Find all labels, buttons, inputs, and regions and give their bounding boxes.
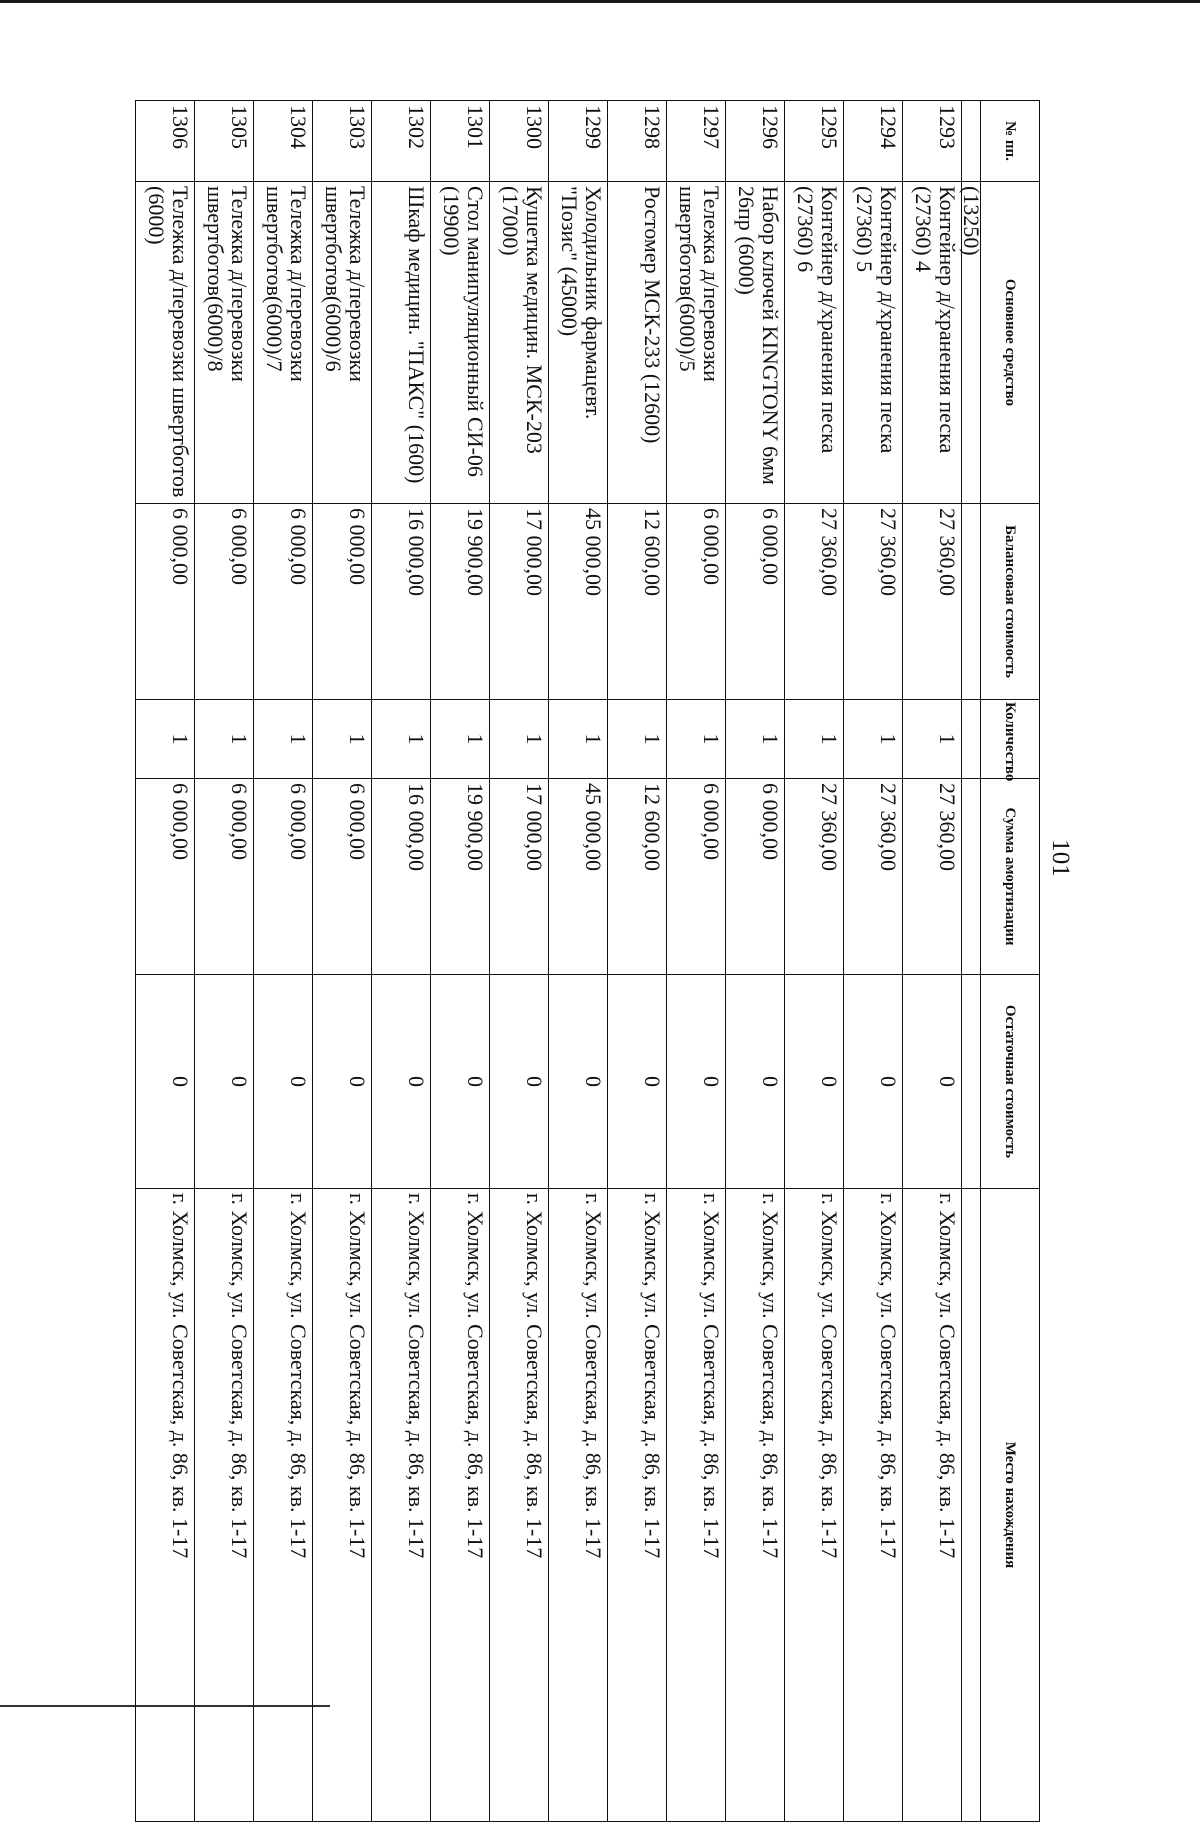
cell-qty: 1	[254, 700, 313, 779]
header-balance: Балансовая стоимость	[981, 504, 1040, 700]
cell-qty: 1	[431, 700, 490, 779]
cell-num: 1298	[608, 101, 667, 182]
cell-amortization: 6 000,00	[136, 779, 195, 975]
cell-location: г. Холмск, ул. Советская, д. 86, кв. 1-17	[549, 1189, 608, 1822]
cell-amortization: 45 000,00	[549, 779, 608, 975]
cell-amortization: 6 000,00	[313, 779, 372, 975]
header-amortization: Сумма амортизации	[981, 779, 1040, 975]
cell-location: г. Холмск, ул. Советская, д. 86, кв. 1-17	[313, 1189, 372, 1822]
table-row	[136, 101, 195, 1822]
cell-num: 1306	[136, 101, 195, 182]
cell-balance: 6 000,00	[254, 504, 313, 700]
cell-qty: 1	[372, 700, 431, 779]
cell-amortization: 27 360,00	[844, 779, 903, 975]
table-row	[549, 101, 608, 1822]
cell-qty: 1	[549, 700, 608, 779]
cell-qty: 1	[844, 700, 903, 779]
cell-amortization: 6 000,00	[195, 779, 254, 975]
header-qty: Количество	[981, 700, 1040, 779]
cell-location: г. Холмск, ул. Советская, д. 86, кв. 1-17	[726, 1189, 785, 1822]
cell-balance: 19 900,00	[431, 504, 490, 700]
cell-empty	[962, 504, 981, 700]
cell-amortization: 6 000,00	[254, 779, 313, 975]
table-row	[667, 101, 726, 1822]
cell-qty: 1	[903, 700, 962, 779]
table-row	[903, 101, 962, 1822]
assets-table	[135, 100, 1040, 1822]
cell-location: г. Холмск, ул. Советская, д. 86, кв. 1-17	[431, 1189, 490, 1822]
cell-location: г. Холмск, ул. Советская, д. 86, кв. 1-17	[667, 1189, 726, 1822]
page-number: 101	[1047, 839, 1074, 877]
cell-num: 1295	[785, 101, 844, 182]
cell-residual: 0	[785, 975, 844, 1189]
cell-balance: 17 000,00	[490, 504, 549, 700]
continuation-fragment: (13250)	[962, 182, 981, 504]
cell-qty: 1	[136, 700, 195, 779]
cell-residual: 0	[431, 975, 490, 1189]
cell-num: 1300	[490, 101, 549, 182]
cell-balance: 27 360,00	[785, 504, 844, 700]
table-row	[431, 101, 490, 1822]
cell-balance: 27 360,00	[844, 504, 903, 700]
cell-residual: 0	[844, 975, 903, 1189]
cell-balance: 45 000,00	[549, 504, 608, 700]
cell-amortization: 6 000,00	[726, 779, 785, 975]
cell-location: г. Холмск, ул. Советская, д. 86, кв. 1-17	[903, 1189, 962, 1822]
cell-residual: 0	[608, 975, 667, 1189]
table-row	[313, 101, 372, 1822]
cell-num: 1296	[726, 101, 785, 182]
cell-asset: Тележка д/перевозки швертботов(6000)/6	[313, 182, 372, 504]
cell-asset: Контейнер д/хранения песка (27360) 6	[785, 182, 844, 504]
cell-qty: 1	[490, 700, 549, 779]
cell-empty	[962, 1189, 981, 1822]
cell-residual: 0	[313, 975, 372, 1189]
cell-qty: 1	[608, 700, 667, 779]
cell-balance: 6 000,00	[667, 504, 726, 700]
cell-num: 1305	[195, 101, 254, 182]
cell-balance: 12 600,00	[608, 504, 667, 700]
cell-asset: Холодильник фармацевт. "Позис" (45000)	[549, 182, 608, 504]
cell-asset: Кушетка медицин. МСК-203 (17000)	[490, 182, 549, 504]
cell-amortization: 6 000,00	[667, 779, 726, 975]
scan-edge-top	[0, 0, 1200, 3]
cell-location: г. Холмск, ул. Советская, д. 86, кв. 1-17	[844, 1189, 903, 1822]
cell-location: г. Холмск, ул. Советская, д. 86, кв. 1-17	[195, 1189, 254, 1822]
cell-qty: 1	[313, 700, 372, 779]
cell-asset: Стол манипуляционный СИ-06 (19900)	[431, 182, 490, 504]
header-asset: Основное средство	[981, 182, 1040, 504]
cell-residual: 0	[903, 975, 962, 1189]
cell-residual: 0	[726, 975, 785, 1189]
header-num: № пп.	[981, 101, 1040, 182]
cell-num: 1299	[549, 101, 608, 182]
cell-residual: 0	[667, 975, 726, 1189]
table-row	[844, 101, 903, 1822]
cell-residual: 0	[195, 975, 254, 1189]
cell-location: г. Холмск, ул. Советская, д. 86, кв. 1-17	[254, 1189, 313, 1822]
header-location: Место нахождения	[981, 1189, 1040, 1822]
cell-balance: 6 000,00	[313, 504, 372, 700]
cell-balance: 16 000,00	[372, 504, 431, 700]
cell-asset: Тележка д/перевозки швертботов(6000)/7	[254, 182, 313, 504]
continuation-row	[962, 101, 981, 1822]
cell-asset: Тележка д/перевозки швертботов(6000)/5	[667, 182, 726, 504]
cell-location: г. Холмск, ул. Советская, д. 86, кв. 1-17	[490, 1189, 549, 1822]
cell-qty: 1	[785, 700, 844, 779]
table-row	[490, 101, 549, 1822]
table-row	[726, 101, 785, 1822]
cell-amortization: 16 000,00	[372, 779, 431, 975]
cell-balance: 6 000,00	[726, 504, 785, 700]
rotated-document-sheet	[100, 100, 1040, 1786]
cell-balance: 6 000,00	[195, 504, 254, 700]
cell-num: 1293	[903, 101, 962, 182]
cell-amortization: 17 000,00	[490, 779, 549, 975]
cell-balance: 6 000,00	[136, 504, 195, 700]
table-row	[785, 101, 844, 1822]
cell-residual: 0	[549, 975, 608, 1189]
cell-amortization: 27 360,00	[903, 779, 962, 975]
header-residual: Остаточная стоимость	[981, 975, 1040, 1189]
table-row	[195, 101, 254, 1822]
cell-residual: 0	[372, 975, 431, 1189]
cell-num: 1301	[431, 101, 490, 182]
cell-asset: Контейнер д/хранения песка (27360) 4	[903, 182, 962, 504]
table-header-row	[981, 101, 1040, 1822]
cell-qty: 1	[195, 700, 254, 779]
cell-location: г. Холмск, ул. Советская, д. 86, кв. 1-17	[608, 1189, 667, 1822]
cell-qty: 1	[726, 700, 785, 779]
cell-location: г. Холмск, ул. Советская, д. 86, кв. 1-17	[372, 1189, 431, 1822]
cell-location: г. Холмск, ул. Советская, д. 86, кв. 1-17	[136, 1189, 195, 1822]
cell-num: 1304	[254, 101, 313, 182]
cell-empty	[962, 700, 981, 779]
cell-residual: 0	[254, 975, 313, 1189]
cell-asset: Шкаф медицин. "ПАКС" (1600)	[372, 182, 431, 504]
cell-num: 1303	[313, 101, 372, 182]
cell-num: 1302	[372, 101, 431, 182]
cell-empty	[962, 975, 981, 1189]
table-row	[608, 101, 667, 1822]
cell-asset: Набор ключей KINGTONY 6мм 26пр (6000)	[726, 182, 785, 504]
cell-asset: Тележка д/перевозки швертботов (6000)	[136, 182, 195, 504]
cell-asset: Контейнер д/хранения песка (27360) 5	[844, 182, 903, 504]
cell-amortization: 12 600,00	[608, 779, 667, 975]
cell-num: 1297	[667, 101, 726, 182]
cell-empty	[962, 101, 981, 182]
cell-empty	[962, 779, 981, 975]
table-row	[254, 101, 313, 1822]
cell-location: г. Холмск, ул. Советская, д. 86, кв. 1-17	[785, 1189, 844, 1822]
cell-amortization: 19 900,00	[431, 779, 490, 975]
cell-residual: 0	[490, 975, 549, 1189]
cell-balance: 27 360,00	[903, 504, 962, 700]
table-body	[136, 101, 984, 1822]
cell-qty: 1	[667, 700, 726, 779]
cell-asset: Тележка д/перевозки швертботов(6000)/8	[195, 182, 254, 504]
cell-amortization: 27 360,00	[785, 779, 844, 975]
cell-residual: 0	[136, 975, 195, 1189]
cell-num: 1294	[844, 101, 903, 182]
table-row	[372, 101, 431, 1822]
cell-asset: Ростомер МСК-233 (12600)	[608, 182, 667, 504]
